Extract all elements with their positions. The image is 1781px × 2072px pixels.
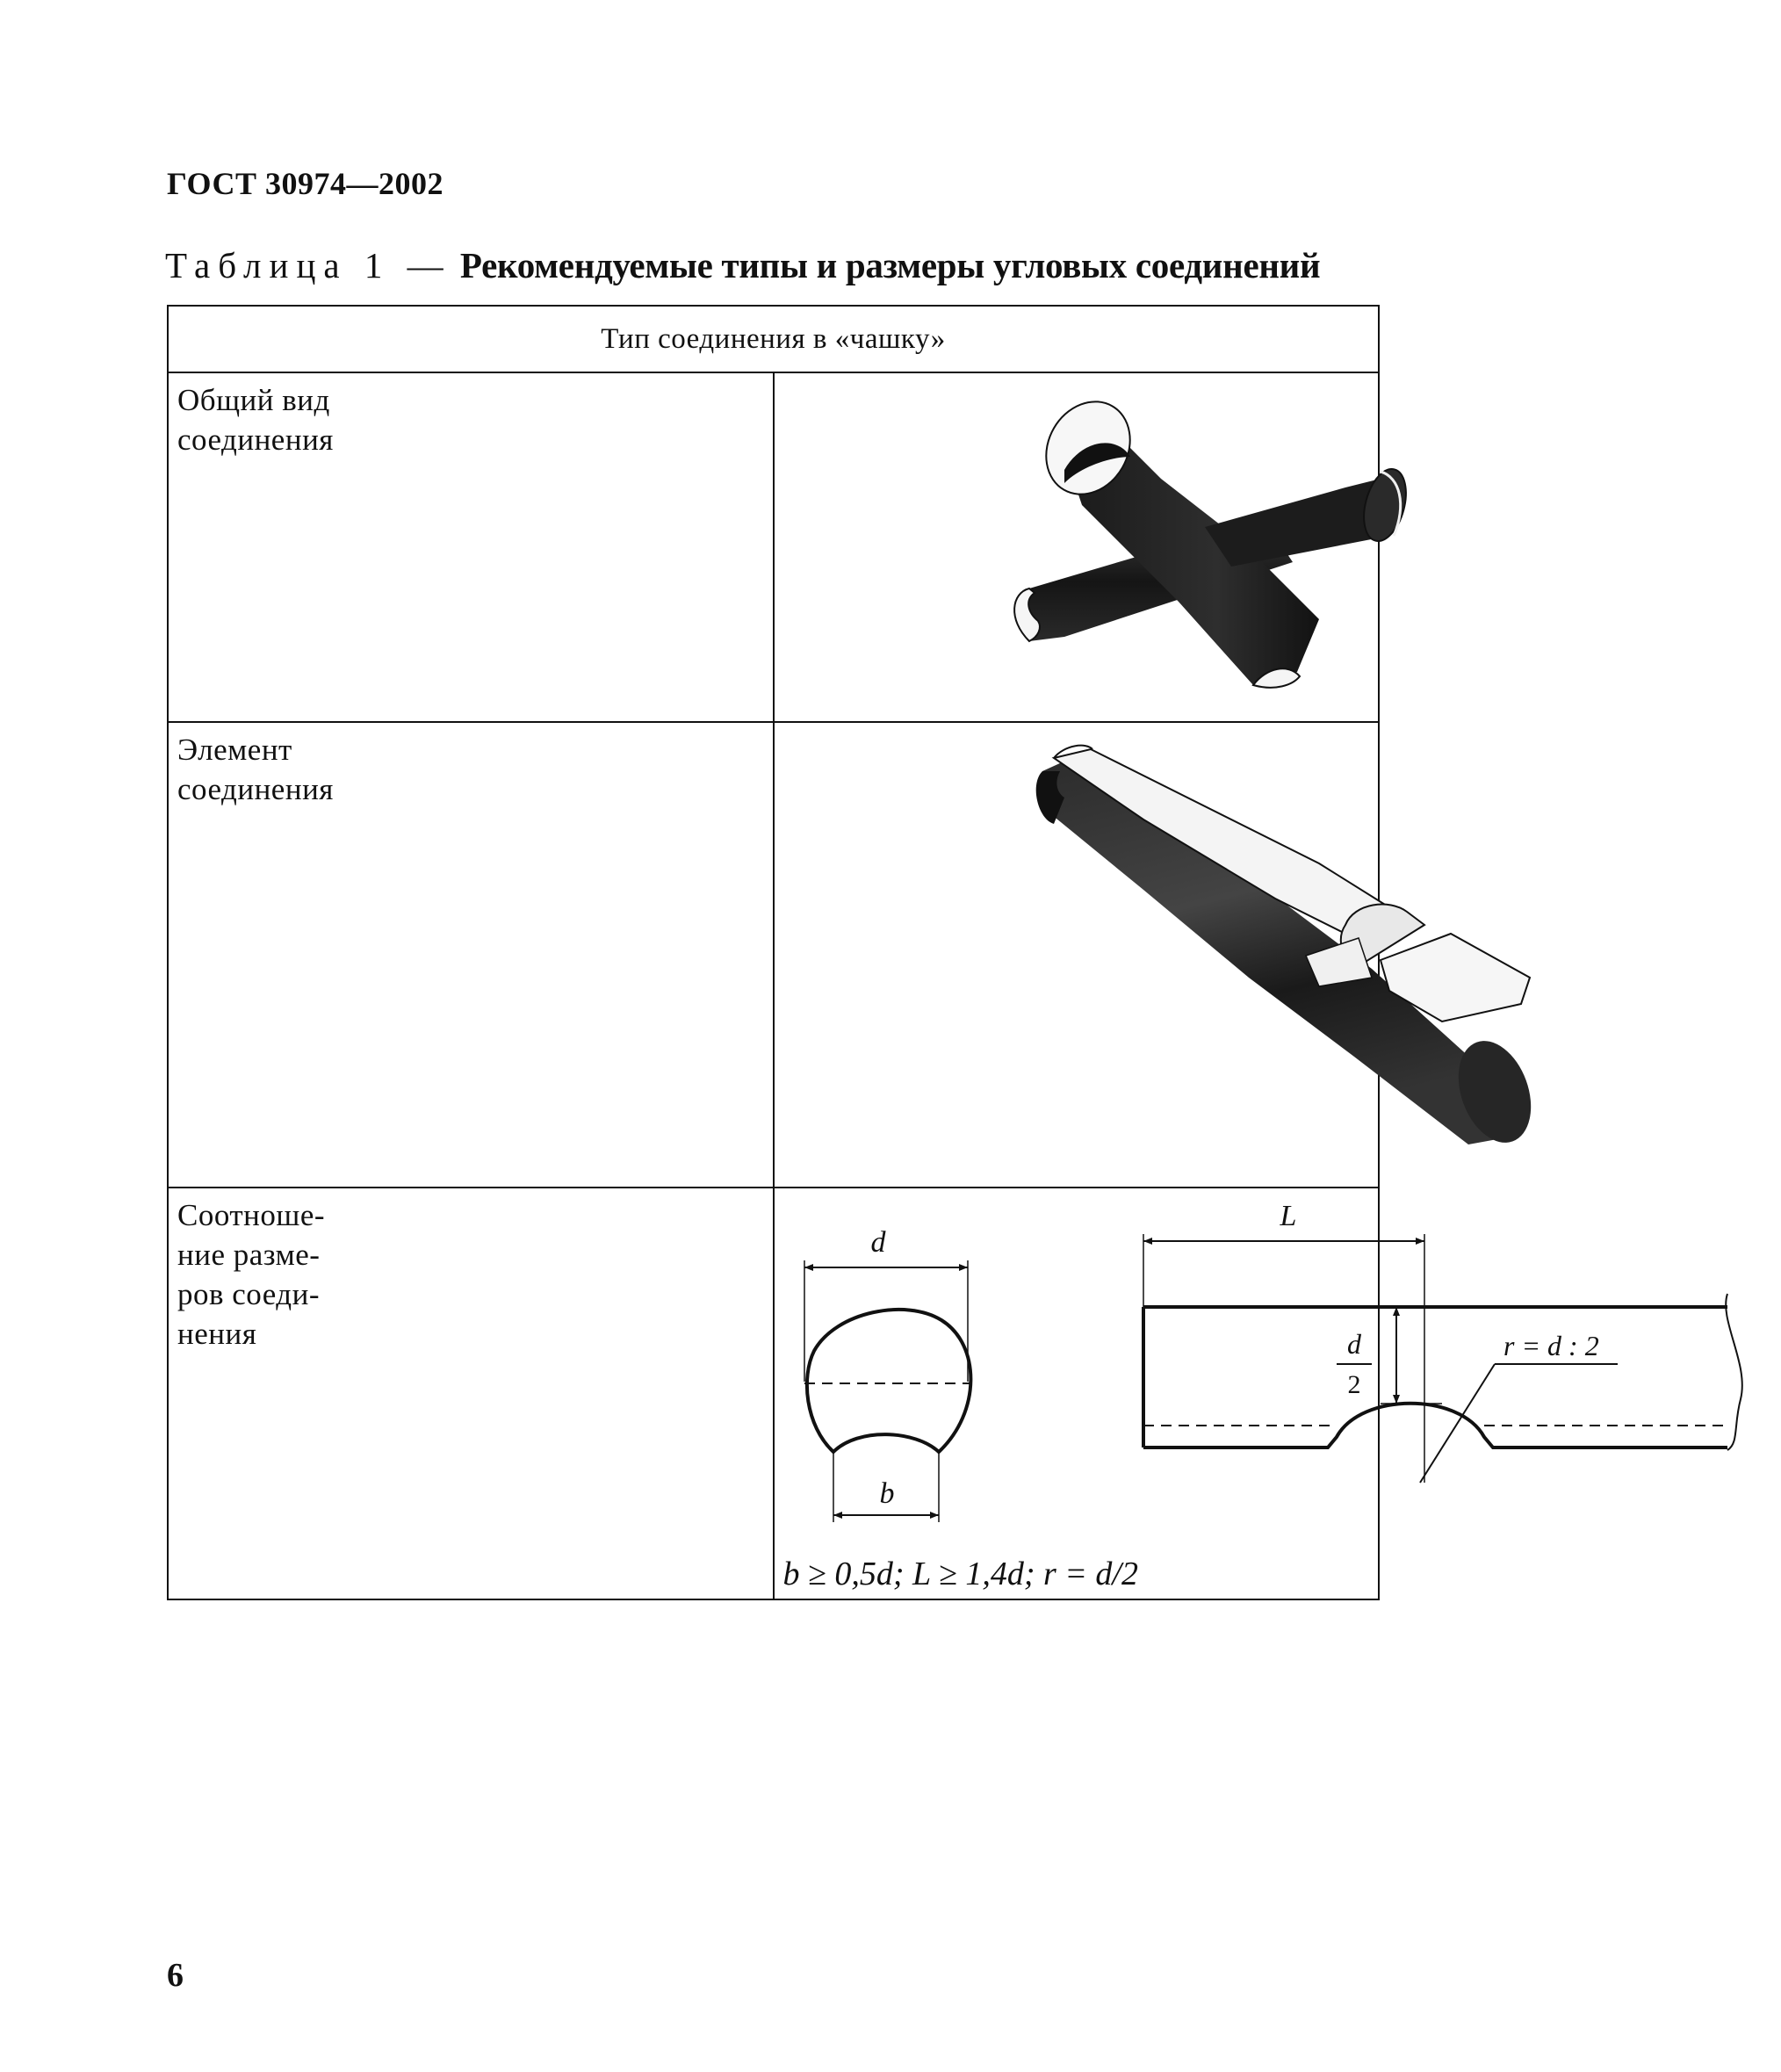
dimension-drawing — [775, 1188, 1781, 1540]
label-half-den: 2 — [1347, 1370, 1360, 1399]
log-element-illustration — [775, 723, 1781, 1180]
row-label-dimensions: Соотноше- ние разме- ров соеди- нения — [168, 1188, 774, 1599]
row-label-general-view: Общий вид соединения — [168, 372, 774, 722]
standard-number: ГОСТ 30974—2002 — [167, 166, 443, 201]
table-row-general-view — [168, 372, 1379, 722]
table-caption-title: Рекомендуемые типы и размеры угловых соединений — [459, 245, 1321, 285]
page-number: 6 — [167, 1957, 184, 1994]
table-row-dimensions — [168, 1188, 1379, 1599]
joints-table — [167, 305, 1599, 1600]
dimension-formula: b ≥ 0,5d; L ≥ 1,4d; r = d/2 — [782, 1556, 1138, 1592]
table-row-element — [168, 722, 1379, 1188]
dimensions-figure-cell — [774, 1188, 1599, 1599]
table-caption-label: Таблица 1 — — [165, 245, 451, 285]
label-L: L — [1280, 1200, 1296, 1232]
label-b: b — [879, 1477, 894, 1510]
general-view-figure-cell — [774, 372, 1380, 722]
table-header: Тип соединения в «чашку» — [168, 306, 1379, 372]
crossed-logs-illustration — [775, 373, 1781, 714]
cross-log-end — [1205, 465, 1413, 567]
label-radius: r = d : 2 — [1503, 1330, 1599, 1361]
label-half-num: d — [1346, 1328, 1361, 1360]
table-caption — [165, 244, 1320, 286]
side-view-drawing — [1143, 1234, 1742, 1483]
row-label-element: Элемент соединения — [168, 722, 774, 1188]
element-figure-cell — [774, 722, 1380, 1188]
label-d: d — [870, 1226, 885, 1259]
